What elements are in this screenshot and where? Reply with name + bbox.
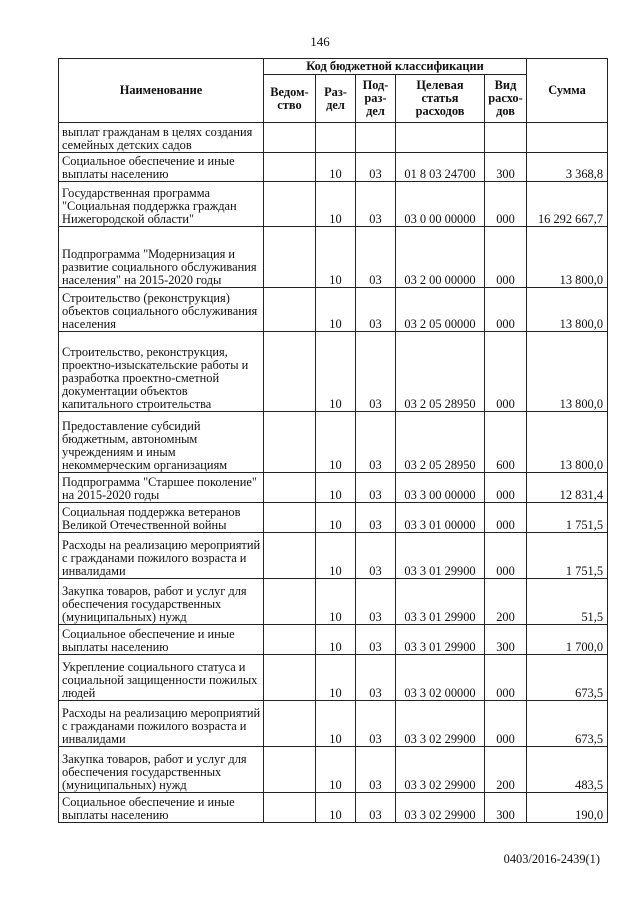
cell-name: Социальное обеспечение и иные выплаты населению [59,793,264,823]
header-classification-group: Код бюджетной классификации [264,59,527,75]
cell-subsection: 03 [356,793,396,823]
cell-department [264,793,316,823]
page-number: 146 [310,34,330,49]
cell-subsection [356,123,396,153]
header-sum: Сумма [527,59,608,123]
cell-department [264,473,316,503]
header-expense-type: Вид расхо-дов [485,75,527,123]
cell-section: 10 [316,182,356,227]
cell-sum: 51,5 [527,579,608,625]
cell-subsection: 03 [356,473,396,503]
cell-subsection: 03 [356,579,396,625]
cell-name: Государственная программа "Социальная поддержка граждан Нижегородской области" [59,182,264,227]
cell-name: Социальная поддержка ветеранов Великой Отечественной войны [59,503,264,533]
cell-sum: 13 800,0 [527,227,608,288]
cell-target-item: 01 8 03 24700 [396,153,485,182]
cell-sum: 16 292 667,7 [527,182,608,227]
cell-subsection: 03 [356,412,396,473]
cell-section: 10 [316,332,356,412]
cell-target-item: 03 2 00 00000 [396,227,485,288]
cell-expense-type: 000 [485,701,527,747]
cell-subsection: 03 [356,227,396,288]
cell-name: Закупка товаров, работ и услуг для обеспечения государственных (муниципальных) нужд [59,747,264,793]
cell-expense-type: 000 [485,182,527,227]
table-row [59,793,608,823]
budget-table [58,58,608,823]
cell-name: Строительство, реконструкция, проектно-изыскательские работы и разработка проектно-сметной документации объектов капитального строительства [59,332,264,412]
cell-sum: 673,5 [527,655,608,701]
cell-name: Расходы на реализацию мероприятий с гражданами пожилого возраста и инвалидами [59,533,264,579]
cell-target-item: 03 3 02 29900 [396,701,485,747]
cell-subsection: 03 [356,182,396,227]
cell-section: 10 [316,473,356,503]
cell-section: 10 [316,579,356,625]
cell-sum: 483,5 [527,747,608,793]
cell-expense-type: 000 [485,227,527,288]
table-row [59,747,608,793]
cell-sum: 1 751,5 [527,533,608,579]
table-row [59,332,608,412]
cell-section: 10 [316,793,356,823]
cell-expense-type [485,123,527,153]
table-row [59,182,608,227]
cell-section: 10 [316,625,356,655]
cell-sum [527,123,608,153]
cell-sum: 190,0 [527,793,608,823]
table-row [59,533,608,579]
cell-section [316,123,356,153]
cell-expense-type: 000 [485,288,527,332]
cell-section: 10 [316,412,356,473]
cell-subsection: 03 [356,747,396,793]
cell-sum: 12 831,4 [527,473,608,503]
cell-name: Предоставление субсидий бюджетным, автономным учреждениям и иным некоммерческим организациям [59,412,264,473]
cell-name: Закупка товаров, работ и услуг для обеспечения государственных (муниципальных) нужд [59,579,264,625]
cell-department [264,579,316,625]
cell-expense-type: 200 [485,579,527,625]
cell-subsection: 03 [356,288,396,332]
table-row [59,412,608,473]
cell-department [264,227,316,288]
cell-department [264,412,316,473]
cell-expense-type: 000 [485,503,527,533]
cell-section: 10 [316,533,356,579]
cell-subsection: 03 [356,153,396,182]
cell-department [264,153,316,182]
cell-department [264,533,316,579]
cell-target-item: 03 3 00 00000 [396,473,485,503]
cell-section: 10 [316,503,356,533]
cell-target-item: 03 3 02 29900 [396,793,485,823]
cell-target-item: 03 0 00 00000 [396,182,485,227]
header-department: Ведом-ство [264,75,316,123]
cell-expense-type: 600 [485,412,527,473]
cell-expense-type: 000 [485,655,527,701]
table-row [59,579,608,625]
table-row [59,227,608,288]
cell-name: Расходы на реализацию мероприятий с гражданами пожилого возраста и инвалидами [59,701,264,747]
table-body [59,123,608,823]
cell-sum: 1 700,0 [527,625,608,655]
cell-name: Укрепление социального статуса и социальной защищенности пожилых людей [59,655,264,701]
cell-expense-type: 200 [485,747,527,793]
cell-subsection: 03 [356,533,396,579]
cell-target-item: 03 3 01 29900 [396,625,485,655]
cell-department [264,332,316,412]
cell-section: 10 [316,747,356,793]
cell-expense-type: 300 [485,153,527,182]
cell-section: 10 [316,153,356,182]
cell-name: Подпрограмма "Старшее поколение" на 2015-2020 годы [59,473,264,503]
table-row [59,473,608,503]
cell-department [264,701,316,747]
cell-expense-type: 300 [485,793,527,823]
cell-sum: 1 751,5 [527,503,608,533]
cell-section: 10 [316,227,356,288]
cell-subsection: 03 [356,655,396,701]
header-subsection: Под-раз-дел [356,75,396,123]
cell-sum: 3 368,8 [527,153,608,182]
cell-target-item: 03 2 05 00000 [396,288,485,332]
cell-department [264,182,316,227]
cell-name: Социальное обеспечение и иные выплаты населению [59,153,264,182]
document-code: 0403/2016-2439(1) [503,852,600,866]
cell-target-item: 03 2 05 28950 [396,412,485,473]
header-section: Раз-дел [316,75,356,123]
cell-target-item: 03 2 05 28950 [396,332,485,412]
table-row [59,625,608,655]
cell-sum: 13 800,0 [527,412,608,473]
header-target-item: Целевая статья расходов [396,75,485,123]
cell-section: 10 [316,701,356,747]
cell-target-item [396,123,485,153]
cell-department [264,123,316,153]
cell-subsection: 03 [356,332,396,412]
cell-subsection: 03 [356,701,396,747]
cell-section: 10 [316,288,356,332]
cell-target-item: 03 3 01 29900 [396,579,485,625]
cell-name: выплат гражданам в целях создания семейных детских садов [59,123,264,153]
cell-name: Социальное обеспечение и иные выплаты населению [59,625,264,655]
header-name: Наименование [59,59,264,123]
cell-expense-type: 300 [485,625,527,655]
cell-expense-type: 000 [485,473,527,503]
cell-name: Строительство (реконструкция) объектов социального обслуживания населения [59,288,264,332]
cell-section: 10 [316,655,356,701]
cell-subsection: 03 [356,625,396,655]
cell-subsection: 03 [356,503,396,533]
table-row [59,503,608,533]
cell-target-item: 03 3 02 00000 [396,655,485,701]
cell-sum: 673,5 [527,701,608,747]
table-row [59,153,608,182]
table-row [59,701,608,747]
cell-expense-type: 000 [485,332,527,412]
table-row [59,288,608,332]
cell-department [264,288,316,332]
cell-department [264,625,316,655]
cell-target-item: 03 3 01 29900 [396,533,485,579]
cell-department [264,655,316,701]
cell-name: Подпрограмма "Модернизация и развитие социального обслуживания населения" на 2015-2020 годы [59,227,264,288]
table-row [59,123,608,153]
cell-target-item: 03 3 01 00000 [396,503,485,533]
table-row [59,655,608,701]
cell-expense-type: 000 [485,533,527,579]
cell-department [264,747,316,793]
cell-sum: 13 800,0 [527,288,608,332]
cell-sum: 13 800,0 [527,332,608,412]
cell-target-item: 03 3 02 29900 [396,747,485,793]
cell-department [264,503,316,533]
